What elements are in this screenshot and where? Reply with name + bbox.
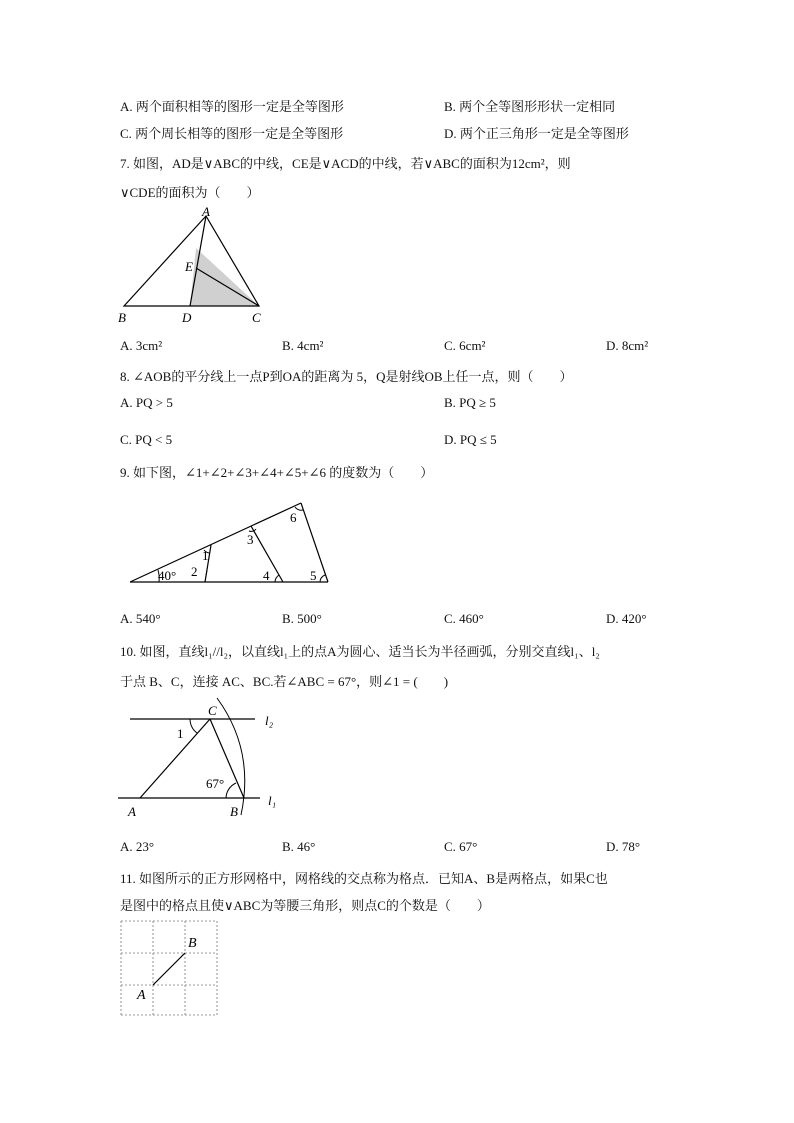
q8-stem: 8. ∠AOB的平分线上一点P到OA的距离为 5，Q是射线OB上任一点，则（ ）	[120, 369, 573, 384]
q10-label-l2: l₂	[265, 713, 274, 728]
q9-option-c: C. 460°	[444, 611, 484, 626]
q10-option-d: D. 78°	[606, 839, 641, 854]
q6-option-a: A. 两个面积相等的图形一定是全等图形	[120, 99, 344, 114]
q10-stem-line1: 10. 如图，直线l₁//l₂，以直线l₁上的点A为圆心、适当长为半径画弧，分别交直线l₁、l₂	[120, 644, 600, 659]
q7-label-b: B	[118, 310, 126, 325]
q9-label-2: 2	[191, 564, 198, 579]
q6-option-c: C. 两个周长相等的图形一定是全等图形	[120, 126, 344, 141]
q7-triangle-figure	[110, 205, 280, 330]
q7-stem-line1: 7. 如图，AD是∨ABC的中线，CE是∨ACD的中线，若∨ABC的面积为12cm²，则	[120, 156, 571, 171]
q7-label-e: E	[185, 259, 193, 274]
q7-option-b: B. 4cm²	[282, 338, 324, 353]
q7-stem-line2: ∨CDE的面积为（ ）	[120, 185, 260, 200]
q9-label-40: 40°	[158, 568, 177, 583]
q7-label-c: C	[252, 310, 261, 325]
q11-stem-line1: 11. 如图所示的正方形网格中，网格线的交点称为格点．已知A、B是两格点，如果C也	[120, 871, 608, 886]
q11-grid-lines	[121, 921, 217, 1015]
q7-option-c: C. 6cm²	[444, 338, 486, 353]
q9-option-a: A. 540°	[120, 611, 161, 626]
q10-option-b: B. 46°	[282, 839, 316, 854]
q9-label-3: 3	[247, 532, 254, 547]
q9-label-5: 5	[310, 568, 317, 583]
q7-label-a: A	[202, 205, 210, 219]
q8-option-a: A. PQ > 5	[120, 395, 173, 410]
q9-stem: 9. 如下图，∠1+∠2+∠3+∠4+∠5+∠6 的度数为（ ）	[120, 465, 434, 480]
q7-option-d: D. 8cm²	[606, 338, 649, 353]
q10-stem-line2: 于点 B、C，连接 AC、BC.若∠ABC = 67°，则∠1 = ( )	[120, 674, 449, 689]
q11-label-b: B	[188, 936, 197, 951]
q11-grid-figure	[115, 915, 225, 1020]
q6-option-b: B. 两个全等图形形状一定相同	[444, 99, 616, 114]
q10-label-1: 1	[177, 726, 184, 741]
q11-segment-ab	[153, 953, 185, 985]
q7-option-a: A. 3cm²	[120, 338, 163, 353]
q10-label-c: C	[208, 703, 217, 718]
q10-label-l1: l₁	[268, 793, 277, 808]
q9-label-4: 4	[263, 568, 270, 583]
q10-segment-ac	[140, 719, 210, 798]
q9-label-6: 6	[290, 510, 297, 525]
q9-angles-figure	[125, 495, 335, 590]
q8-option-b: B. PQ ≥ 5	[444, 395, 496, 410]
q10-parallel-lines-figure	[115, 695, 290, 823]
q9-option-d: D. 420°	[606, 611, 647, 626]
q11-stem-line2: 是图中的格点且使∨ABC为等腰三角形，则点C的个数是（ ）	[120, 898, 490, 913]
q8-option-c: C. PQ < 5	[120, 432, 173, 447]
q10-label-a: A	[128, 804, 136, 819]
q10-label-b: B	[230, 804, 238, 819]
q6-option-d: D. 两个正三角形一定是全等图形	[444, 126, 629, 141]
q8-option-d: D. PQ ≤ 5	[444, 432, 497, 447]
q10-label-67: 67°	[206, 776, 225, 791]
q7-shaded-triangle-cde	[190, 248, 259, 306]
q9-option-b: B. 500°	[282, 611, 322, 626]
q11-label-a: A	[137, 988, 146, 1003]
q9-label-1: 1	[202, 548, 209, 563]
q10-option-c: C. 67°	[444, 839, 478, 854]
q10-option-a: A. 23°	[120, 839, 155, 854]
q7-label-d: D	[182, 310, 192, 325]
